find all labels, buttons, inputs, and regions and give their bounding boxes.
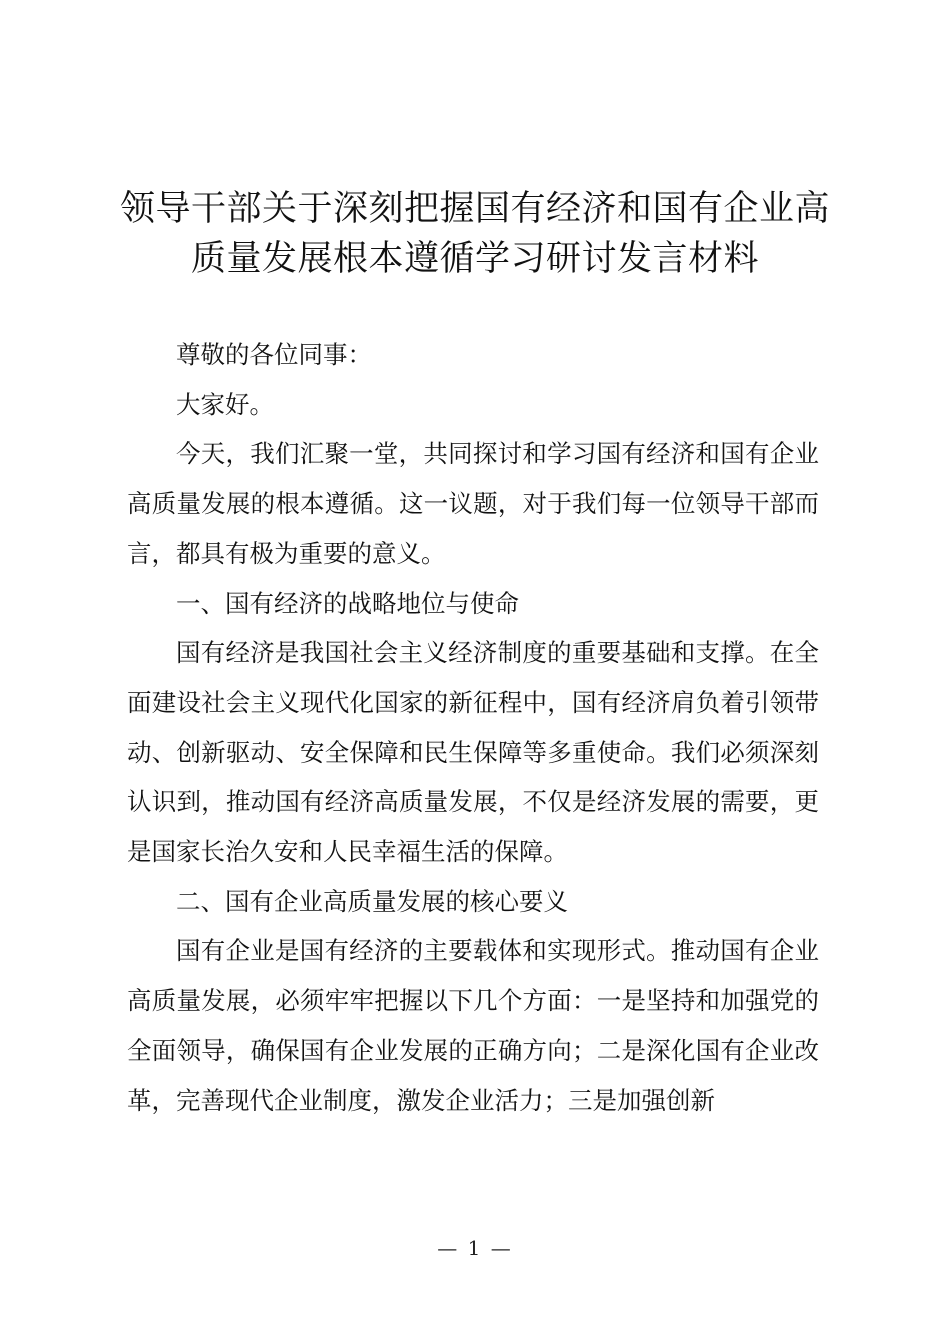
section-heading-1: 一、国有经济的战略地位与使命 [176, 588, 519, 618]
document-title-line-1: 领导干部关于深刻把握国有经济和国有企业高 [119, 189, 830, 229]
intro-paragraph: 今天，我们汇聚一堂，共同探讨和学习国有经济和国有企业高质量发展的根本遵循。这一议题，对于我们每一位领导干部而言，都具有极为重要的意义。 [127, 439, 819, 568]
section-2-paragraph: 国有企业是国有经济的主要载体和实现形式。推动国有企业高质量发展，必须牢牢把握以下几个方面：一是坚持和加强党的全面领导，确保国有企业发展的正确方向；二是深化国有企业改革，完善现代企业制度，激发企业活力；三是加强创新 [127, 936, 819, 1115]
document-body [127, 330, 819, 1125]
section-heading-2: 二、国有企业高质量发展的核心要义 [176, 886, 568, 916]
page-number: — 1 — [437, 1236, 513, 1260]
section-1-paragraph: 国有经济是我国社会主义经济制度的重要基础和支撑。在全面建设社会主义现代化国家的新征程中，国有经济肩负着引领带动、创新驱动、安全保障和民生保障等多重使命。我们必须深刻认识到，推动国有经济高质量发展，不仅是经济发展的需要，更是国家长治久安和人民幸福生活的保障。 [127, 638, 819, 867]
document-title-line-2: 质量发展根本遵循学习研讨发言材料 [190, 239, 759, 279]
salutation: 尊敬的各位同事： [176, 340, 372, 369]
greeting: 大家好。 [176, 389, 274, 419]
